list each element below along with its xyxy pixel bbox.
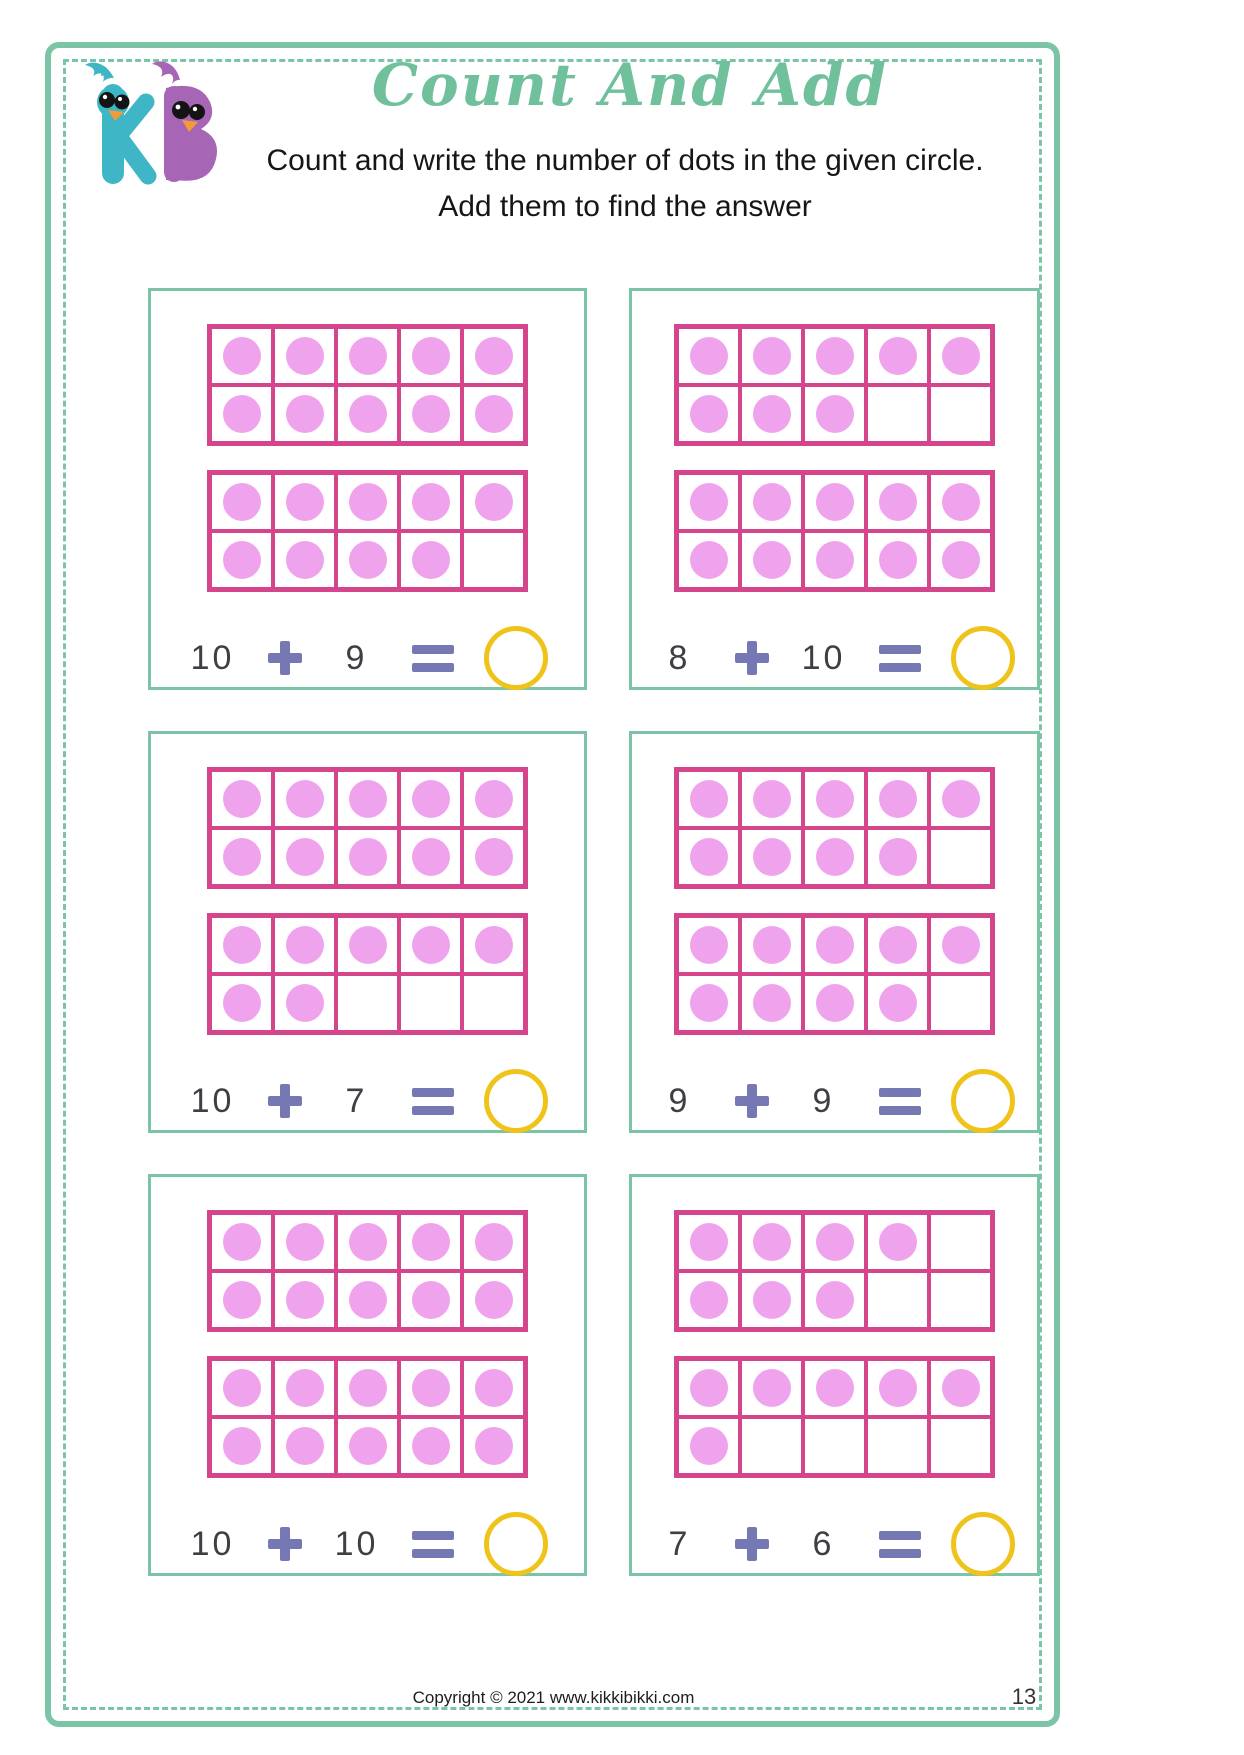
frame-cell xyxy=(212,1419,271,1473)
plus-icon xyxy=(268,1527,302,1561)
dot-icon xyxy=(286,1427,324,1465)
instructions-line1: Count and write the number of dots in the given circle. xyxy=(266,144,984,177)
addend2: 7 xyxy=(345,1081,368,1120)
dot-icon xyxy=(753,1281,791,1319)
dot-icon xyxy=(690,541,728,579)
dot-icon xyxy=(753,780,791,818)
frame-cell xyxy=(401,918,460,972)
dot-icon xyxy=(753,483,791,521)
frame-cell xyxy=(338,387,397,441)
frame-cell xyxy=(679,387,738,441)
frame-cell xyxy=(401,830,460,884)
dot-icon xyxy=(690,838,728,876)
dot-icon xyxy=(412,838,450,876)
ten-frame-1 xyxy=(674,324,995,446)
frame-cell xyxy=(338,329,397,383)
dot-icon xyxy=(942,541,980,579)
equation-row xyxy=(188,1069,548,1133)
frame-cell xyxy=(679,533,738,587)
problem-card xyxy=(629,1174,1040,1576)
frame-cell xyxy=(212,830,271,884)
addend2: 9 xyxy=(812,1081,835,1120)
addend2: 10 xyxy=(334,1524,379,1563)
problem-card xyxy=(148,731,587,1133)
frame-cell xyxy=(679,830,738,884)
frame-cell xyxy=(401,1273,460,1327)
dot-icon xyxy=(753,337,791,375)
page-number: 13 xyxy=(1011,1684,1037,1709)
frame-cell xyxy=(338,533,397,587)
ten-frame-2 xyxy=(674,1356,995,1478)
dot-icon xyxy=(286,984,324,1022)
addend2: 9 xyxy=(345,638,368,677)
plus-icon xyxy=(268,641,302,675)
ten-frame-1 xyxy=(207,324,528,446)
frame-cell xyxy=(275,976,334,1030)
frame-cell xyxy=(805,1273,864,1327)
frame-cell xyxy=(868,976,927,1030)
dot-icon xyxy=(690,1281,728,1319)
dot-icon xyxy=(690,337,728,375)
frame-cell xyxy=(212,976,271,1030)
frame-cell xyxy=(464,772,523,826)
dot-icon xyxy=(286,1281,324,1319)
frame-cell xyxy=(464,533,523,587)
dot-icon xyxy=(286,780,324,818)
plus-icon xyxy=(268,1084,302,1118)
dot-icon xyxy=(942,337,980,375)
frame-cell xyxy=(212,475,271,529)
equals-icon xyxy=(412,645,454,672)
frame-cell xyxy=(931,329,990,383)
dot-icon xyxy=(223,483,261,521)
copyright-text: Copyright © 2021 www.kikkibikki.com xyxy=(412,1688,695,1707)
dot-icon xyxy=(690,1223,728,1261)
dot-icon xyxy=(753,1369,791,1407)
frame-cell xyxy=(931,533,990,587)
dot-icon xyxy=(286,395,324,433)
problem-card xyxy=(629,288,1040,690)
frame-cell xyxy=(805,329,864,383)
dot-icon xyxy=(223,541,261,579)
dot-icon xyxy=(286,926,324,964)
dot-icon xyxy=(223,395,261,433)
frame-cell xyxy=(931,830,990,884)
frame-cell xyxy=(338,475,397,529)
ten-frame-1 xyxy=(207,767,528,889)
dot-icon xyxy=(942,483,980,521)
frame-cell xyxy=(401,329,460,383)
frame-cell xyxy=(805,918,864,972)
frame-cell xyxy=(679,1419,738,1473)
answer-circle[interactable] xyxy=(951,626,1015,690)
dot-icon xyxy=(879,483,917,521)
dot-icon xyxy=(286,1223,324,1261)
answer-circle[interactable] xyxy=(484,626,548,690)
dot-icon xyxy=(286,541,324,579)
frame-cell xyxy=(275,533,334,587)
dot-icon xyxy=(753,838,791,876)
addend1: 8 xyxy=(668,638,691,677)
problem-card xyxy=(148,288,587,690)
dot-icon xyxy=(223,1427,261,1465)
frame-cell xyxy=(742,918,801,972)
dot-icon xyxy=(816,541,854,579)
dot-icon xyxy=(349,926,387,964)
dot-icon xyxy=(816,926,854,964)
dot-icon xyxy=(879,541,917,579)
frame-cell xyxy=(212,772,271,826)
frame-cell xyxy=(275,1361,334,1415)
dot-icon xyxy=(942,780,980,818)
frame-cell xyxy=(679,976,738,1030)
addend1: 10 xyxy=(190,1081,235,1120)
frame-cell xyxy=(868,533,927,587)
frame-cell xyxy=(401,475,460,529)
ten-frame-1 xyxy=(207,1210,528,1332)
frame-cell xyxy=(931,976,990,1030)
frame-cell xyxy=(275,1273,334,1327)
dot-icon xyxy=(690,984,728,1022)
dot-icon xyxy=(475,337,513,375)
problem-card xyxy=(629,731,1040,1133)
equals-icon xyxy=(879,645,921,672)
frame-cell xyxy=(868,1361,927,1415)
frame-cell xyxy=(275,830,334,884)
instructions-line2: Add them to find the answer xyxy=(438,190,812,223)
dot-icon xyxy=(753,926,791,964)
dot-icon xyxy=(816,337,854,375)
frame-cell xyxy=(868,772,927,826)
dot-icon xyxy=(753,984,791,1022)
dot-icon xyxy=(475,1369,513,1407)
frame-cell xyxy=(212,387,271,441)
frame-cell xyxy=(464,1361,523,1415)
ten-frame-2 xyxy=(207,913,528,1035)
frame-cell xyxy=(931,772,990,826)
dot-icon xyxy=(879,1223,917,1261)
dot-icon xyxy=(223,926,261,964)
frame-cell xyxy=(805,533,864,587)
frame-cell xyxy=(805,1215,864,1269)
frame-cell xyxy=(401,1419,460,1473)
frame-cell xyxy=(464,976,523,1030)
dot-icon xyxy=(223,1369,261,1407)
equals-icon xyxy=(879,1531,921,1558)
plus-icon xyxy=(735,641,769,675)
dot-icon xyxy=(412,1223,450,1261)
dot-icon xyxy=(475,1223,513,1261)
dot-icon xyxy=(816,395,854,433)
dot-icon xyxy=(475,1281,513,1319)
dot-icon xyxy=(475,483,513,521)
dot-icon xyxy=(879,1369,917,1407)
frame-cell xyxy=(868,918,927,972)
frame-cell xyxy=(742,329,801,383)
dot-icon xyxy=(879,337,917,375)
dot-icon xyxy=(475,838,513,876)
dot-icon xyxy=(349,1427,387,1465)
frame-cell xyxy=(742,830,801,884)
frame-cell xyxy=(805,1419,864,1473)
dot-icon xyxy=(412,541,450,579)
frame-cell xyxy=(212,1361,271,1415)
dot-icon xyxy=(349,395,387,433)
frame-cell xyxy=(742,1273,801,1327)
frame-cell xyxy=(401,1361,460,1415)
frame-cell xyxy=(338,1273,397,1327)
ten-frame-1 xyxy=(674,767,995,889)
addend1: 9 xyxy=(668,1081,691,1120)
dot-icon xyxy=(412,1281,450,1319)
frame-cell xyxy=(742,475,801,529)
frame-cell xyxy=(464,329,523,383)
frame-cell xyxy=(742,387,801,441)
frame-cell xyxy=(275,329,334,383)
dot-icon xyxy=(690,1369,728,1407)
dot-icon xyxy=(412,1427,450,1465)
frame-cell xyxy=(275,1419,334,1473)
frame-cell xyxy=(338,1419,397,1473)
frame-cell xyxy=(464,918,523,972)
frame-cell xyxy=(464,1273,523,1327)
dot-icon xyxy=(223,984,261,1022)
dot-icon xyxy=(286,483,324,521)
frame-cell xyxy=(868,1215,927,1269)
plus-icon xyxy=(735,1084,769,1118)
addend1: 10 xyxy=(190,1524,235,1563)
frame-cell xyxy=(338,976,397,1030)
b-eye-icon xyxy=(189,104,205,120)
frame-cell xyxy=(931,475,990,529)
frame-cell xyxy=(742,772,801,826)
dot-icon xyxy=(942,1369,980,1407)
dot-icon xyxy=(879,780,917,818)
frame-cell xyxy=(679,329,738,383)
frame-cell xyxy=(805,1361,864,1415)
dot-icon xyxy=(223,838,261,876)
frame-cell xyxy=(679,1361,738,1415)
logo-letter-k xyxy=(85,63,148,184)
frame-cell xyxy=(464,1419,523,1473)
dot-icon xyxy=(349,1281,387,1319)
dot-icon xyxy=(349,541,387,579)
frame-cell xyxy=(464,1215,523,1269)
frame-cell xyxy=(868,387,927,441)
frame-cell xyxy=(931,1215,990,1269)
dot-icon xyxy=(475,780,513,818)
b-eye-icon xyxy=(172,101,190,119)
frame-cell xyxy=(401,772,460,826)
frame-cell xyxy=(275,772,334,826)
frame-cell xyxy=(679,918,738,972)
addend1: 7 xyxy=(668,1524,691,1563)
ten-frame-2 xyxy=(207,470,528,592)
dot-icon xyxy=(223,1223,261,1261)
dot-icon xyxy=(690,926,728,964)
frame-cell xyxy=(275,1215,334,1269)
page-title: Count And Add xyxy=(371,51,889,119)
dot-icon xyxy=(816,1281,854,1319)
answer-circle[interactable] xyxy=(484,1512,548,1576)
dot-icon xyxy=(223,1281,261,1319)
frame-cell xyxy=(464,830,523,884)
problem-card xyxy=(148,1174,587,1576)
frame-cell xyxy=(805,475,864,529)
frame-cell xyxy=(464,475,523,529)
dot-icon xyxy=(223,780,261,818)
dot-icon xyxy=(349,1223,387,1261)
dot-icon xyxy=(349,838,387,876)
frame-cell xyxy=(868,830,927,884)
equation-row xyxy=(188,626,548,690)
dot-icon xyxy=(816,483,854,521)
ten-frame-2 xyxy=(674,913,995,1035)
dot-icon xyxy=(412,395,450,433)
addend1: 10 xyxy=(190,638,235,677)
answer-circle[interactable] xyxy=(951,1512,1015,1576)
frame-cell xyxy=(275,475,334,529)
dot-icon xyxy=(753,395,791,433)
plus-icon xyxy=(735,1527,769,1561)
frame-cell xyxy=(275,387,334,441)
dot-icon xyxy=(286,1369,324,1407)
answer-circle[interactable] xyxy=(951,1069,1015,1133)
frame-cell xyxy=(805,772,864,826)
dot-icon xyxy=(349,780,387,818)
dot-icon xyxy=(753,1223,791,1261)
dot-icon xyxy=(690,395,728,433)
frame-cell xyxy=(931,1361,990,1415)
dot-icon xyxy=(412,1369,450,1407)
dot-icon xyxy=(690,780,728,818)
equation-row xyxy=(188,1512,548,1576)
frame-cell xyxy=(338,918,397,972)
dot-icon xyxy=(475,926,513,964)
dot-icon xyxy=(753,541,791,579)
dot-icon xyxy=(816,984,854,1022)
frame-cell xyxy=(679,475,738,529)
dot-icon xyxy=(286,337,324,375)
dot-icon xyxy=(412,337,450,375)
frame-cell xyxy=(679,772,738,826)
frame-cell xyxy=(742,1215,801,1269)
frame-cell xyxy=(868,1419,927,1473)
equals-icon xyxy=(412,1088,454,1115)
frame-cell xyxy=(338,1215,397,1269)
frame-cell xyxy=(931,387,990,441)
frame-cell xyxy=(742,1361,801,1415)
equals-icon xyxy=(879,1088,921,1115)
frame-cell xyxy=(338,830,397,884)
frame-cell xyxy=(679,1273,738,1327)
frame-cell xyxy=(931,1273,990,1327)
dot-icon xyxy=(349,337,387,375)
dot-icon xyxy=(475,1427,513,1465)
frame-cell xyxy=(868,1273,927,1327)
ten-frame-1 xyxy=(674,1210,995,1332)
dot-icon xyxy=(690,1427,728,1465)
frame-cell xyxy=(212,918,271,972)
frame-cell xyxy=(742,1419,801,1473)
equation-row xyxy=(655,1512,1015,1576)
dot-icon xyxy=(816,780,854,818)
frame-cell xyxy=(868,329,927,383)
dot-icon xyxy=(879,838,917,876)
dot-icon xyxy=(816,838,854,876)
dot-icon xyxy=(690,483,728,521)
dot-icon xyxy=(223,337,261,375)
frame-cell xyxy=(805,976,864,1030)
frame-cell xyxy=(742,976,801,1030)
frame-cell xyxy=(679,1215,738,1269)
dot-icon xyxy=(286,838,324,876)
dot-icon xyxy=(879,926,917,964)
frame-cell xyxy=(931,918,990,972)
dot-icon xyxy=(475,395,513,433)
dot-icon xyxy=(412,926,450,964)
ten-frame-2 xyxy=(674,470,995,592)
dot-icon xyxy=(412,780,450,818)
frame-cell xyxy=(212,533,271,587)
frame-cell xyxy=(931,1419,990,1473)
frame-cell xyxy=(401,533,460,587)
addend2: 6 xyxy=(812,1524,835,1563)
dot-icon xyxy=(349,1369,387,1407)
k-eye-icon xyxy=(115,95,130,110)
equals-icon xyxy=(412,1531,454,1558)
frame-cell xyxy=(212,329,271,383)
dot-icon xyxy=(942,926,980,964)
frame-cell xyxy=(805,830,864,884)
ten-frame-2 xyxy=(207,1356,528,1478)
addend2: 10 xyxy=(801,638,846,677)
frame-cell xyxy=(338,772,397,826)
frame-cell xyxy=(742,533,801,587)
frame-cell xyxy=(212,1273,271,1327)
frame-cell xyxy=(338,1361,397,1415)
dot-icon xyxy=(879,984,917,1022)
k-eye-icon xyxy=(99,92,115,108)
dot-icon xyxy=(816,1223,854,1261)
frame-cell xyxy=(805,387,864,441)
frame-cell xyxy=(401,387,460,441)
frame-cell xyxy=(275,918,334,972)
dot-icon xyxy=(349,483,387,521)
frame-cell xyxy=(212,1215,271,1269)
dot-icon xyxy=(412,483,450,521)
problems-grid xyxy=(148,288,1040,1576)
frame-cell xyxy=(868,475,927,529)
equation-row xyxy=(655,626,1015,690)
answer-circle[interactable] xyxy=(484,1069,548,1133)
frame-cell xyxy=(464,387,523,441)
frame-cell xyxy=(401,1215,460,1269)
frame-cell xyxy=(401,976,460,1030)
equation-row xyxy=(655,1069,1015,1133)
dot-icon xyxy=(816,1369,854,1407)
